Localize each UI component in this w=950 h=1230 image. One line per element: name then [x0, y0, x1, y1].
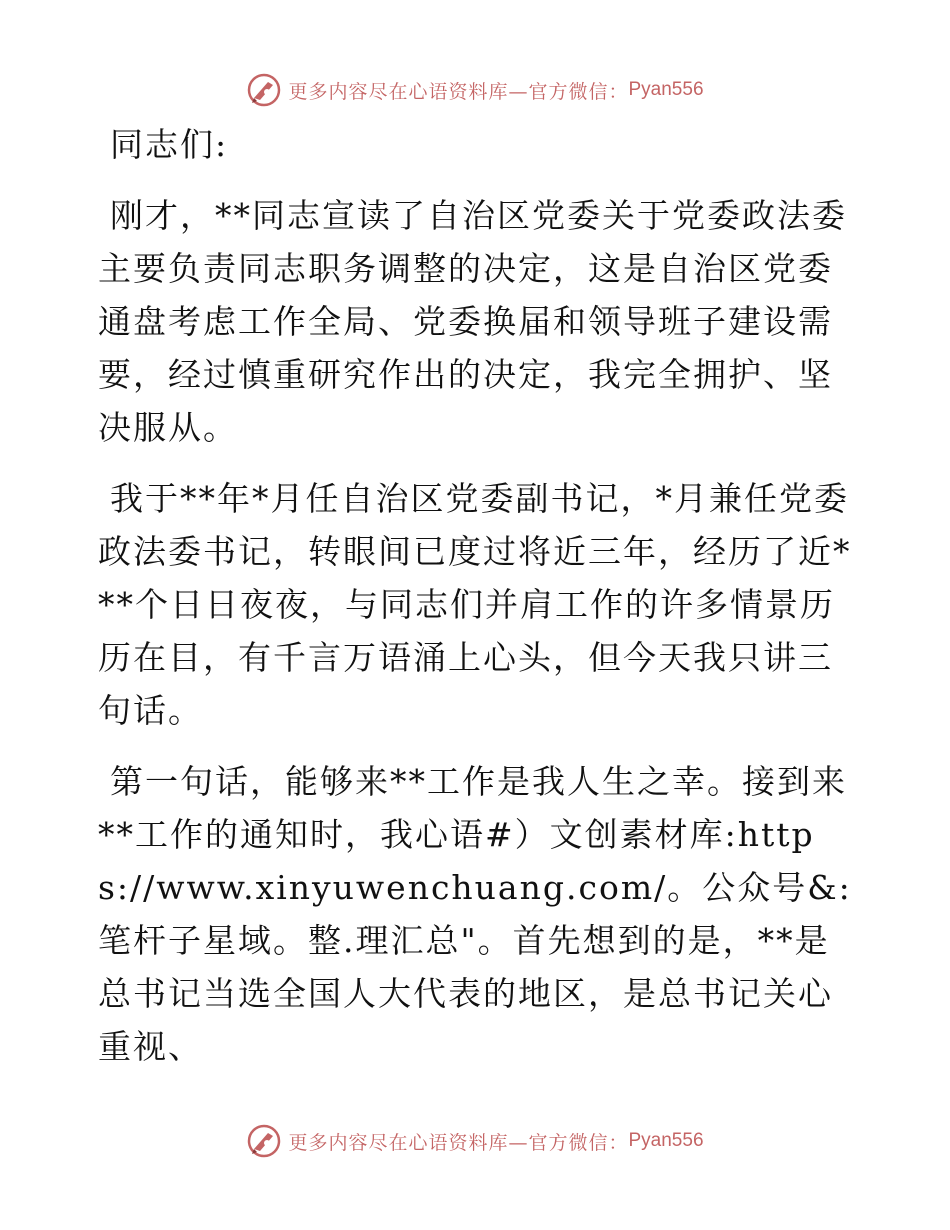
paragraph: 我于**年*月任自治区党委副书记，*月兼任党委政法委书记，转眼间已度过将近三年，经历了近***个日日夜夜，与同志们并肩工作的许多情景历历在目，有千言万语涌上心头，但今天我只讲三句话。: [98, 479, 852, 730]
footer-banner-id: Pyan556: [628, 1130, 704, 1151]
footer-banner: [0, 1121, 950, 1161]
paragraph: 第一句话，能够来**工作是我人生之幸。接到来**工作的通知时，我心语#）文创素材库:https://www.xinyuwenchuang.com/。公众号&: 笔杆子星域。整.理汇总"。首先想到的是，**是总书记当选全国人大代表的地区，是总书记关心重视、: [98, 762, 865, 1066]
document-body: [98, 118, 865, 1091]
greeting: 同志们:: [110, 125, 229, 164]
paragraph: 刚才，**同志宣读了自治区党委关于党委政法委主要负责同志职务调整的决定，这是自治区党委通盘考虑工作全局、党委换届和领导班子建设需要，经过慎重研究作出的决定，我完全拥护、坚决服从。: [98, 196, 847, 447]
header-banner-text: 更多内容尽在心语资料库—官方微信：: [288, 80, 629, 103]
pen-logo-icon: [246, 1123, 282, 1159]
header-banner-id: Pyan556: [628, 79, 704, 100]
footer-banner-text: 更多内容尽在心语资料库—官方微信：: [288, 1131, 629, 1154]
header-banner: [0, 70, 950, 110]
pen-logo-icon: [246, 72, 282, 108]
